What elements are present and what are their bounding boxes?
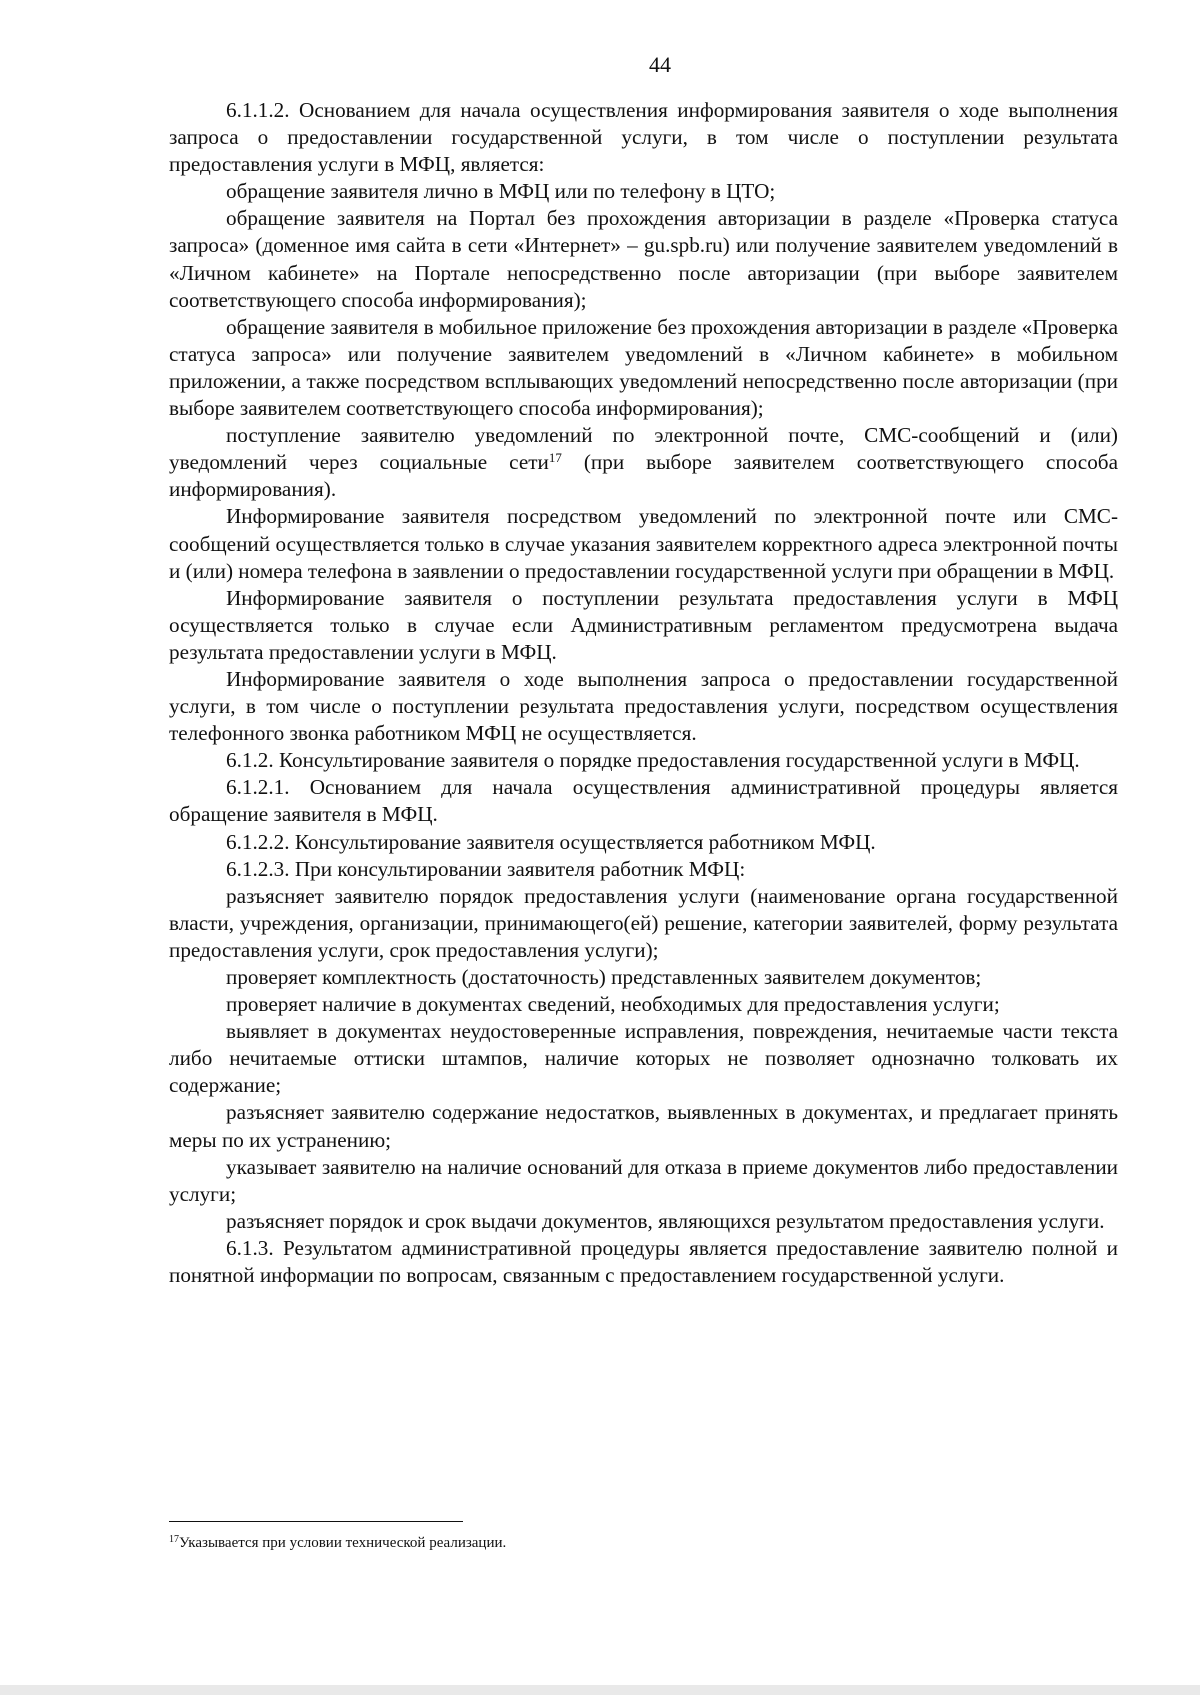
paragraph-issue-procedure: разъясняет порядок и срок выдачи документов, являющихся результатом предоставления услуги. — [226, 1208, 1105, 1233]
paragraph-portal-request: обращение заявителя на Портал без прохождения авторизации в разделе «Проверка статуса запроса» (доменное имя сайта в сети «Интернет» – gu.spb.ru) или получение заявителем уведомлений в «Личном кабинете» на Портале непосредственно после авторизации (при выборе заявителем соответствующего способа информирования); — [169, 206, 1118, 312]
paragraph-checks-completeness: проверяет комплектность (достаточность) представленных заявителем документов; — [226, 965, 982, 989]
paragraph-result-informing: Информирование заявителя о поступлении результата предоставления услуги в МФЦ осуществляется только в случае если Административным регламентом предусмотрена выдача результата предоставлении услуги в МФЦ. — [169, 585, 1118, 664]
paragraph-identifies-defects: выявляет в документах неудостоверенные исправления, повреждения, нечитаемые части текста либо нечитаемые оттиски штампов, наличие которых не позволяет однозначно толковать их содержание; — [169, 1019, 1118, 1098]
paragraph-6-1-1-2: 6.1.1.2. Основанием для начала осуществления информирования заявителя о ходе выполнения запроса о предоставлении государственной услуги, в том числе о поступлении результата предоставления услуги в МФЦ, является: — [169, 98, 1118, 177]
paragraph-6-1-2-2: 6.1.2.2. Консультирование заявителя осуществляется работником МФЦ. — [226, 829, 876, 854]
paragraph-6-1-3: 6.1.3. Результатом административной процедуры является предоставление заявителю полной и понятной информации по вопросам, связанным с предоставлением государственной услуги. — [169, 1235, 1118, 1288]
paragraph-explains-deficiencies: разъясняет заявителю содержание недостатков, выявленных в документах, и предлагает принять меры по их устранению; — [169, 1100, 1118, 1152]
notifications-text: поступление заявителю уведомлений по электронной почте, СМС-сообщений и (или) уведомлений через социальные сети — [169, 423, 1118, 475]
footnote-reference: 17 — [548, 450, 562, 466]
paragraph-notifications — [169, 422, 1118, 503]
paragraph-refusal-grounds: указывает заявителю на наличие оснований для отказа в приеме документов либо предоставлении услуги; — [169, 1154, 1118, 1206]
footnote-divider — [169, 1521, 463, 1522]
footnote-text: Указывается при условии технической реализации. — [179, 1535, 507, 1551]
paragraph-mobile-app-request: обращение заявителя в мобильное приложение без прохождения авторизации в разделе «Проверка статуса запроса» или получение заявителем уведомлений в «Личном кабинете» в мобильном приложении, а также посредством всплывающих уведомлений непосредственно после авторизации (при выборе заявителем соответствующего способа информирования); — [169, 314, 1118, 421]
document-body — [169, 97, 1118, 1289]
notifications-text-end: (при выборе заявителем соответствующего способа информирования). — [169, 450, 1118, 502]
paragraph-explains-procedure: разъясняет заявителю порядок предоставления услуги (наименование органа государственной власти, учреждения, организации, принимающего(ей) решение, категории заявителей, форму результата предоставления услуги, срок предоставления услуги); — [169, 883, 1118, 962]
page-number: 44 — [649, 52, 671, 77]
paragraph-phone-call-informing: Информирование заявителя о ходе выполнения запроса о предоставлении государственной услуги, в том числе о поступлении результата предоставления услуги, посредством осуществления телефонного звонка работником МФЦ не осуществляется. — [169, 666, 1118, 746]
paragraph-6-1-2-3: 6.1.2.3. При консультировании заявителя работник МФЦ: — [226, 856, 746, 881]
paragraph-mfc-cto-request: обращение заявителя лично в МФЦ или по телефону в ЦТО; — [226, 179, 776, 204]
scan-bottom-band — [0, 1685, 1200, 1695]
paragraph-email-sms-informing: Информирование заявителя посредством уведомлений по электронной почте или СМС-сообщений осуществляется только в случае указания заявителем корректного адреса электронной почты и (или) номера телефона в заявлении о предоставлении государственной услуги при обращении в МФЦ. — [169, 504, 1118, 583]
paragraph-6-1-2: 6.1.2. Консультирование заявителя о порядке предоставления государственной услуги в МФЦ. — [226, 748, 1080, 773]
footnote — [169, 1533, 506, 1553]
paragraph-checks-information: проверяет наличие в документах сведений, необходимых для предоставления услуги; — [226, 992, 1000, 1017]
paragraph-6-1-2-1: 6.1.2.1. Основанием для начала осуществления административной процедуры является обращение заявителя в МФЦ. — [169, 775, 1118, 827]
footnote-marker: 17 — [169, 1534, 179, 1545]
